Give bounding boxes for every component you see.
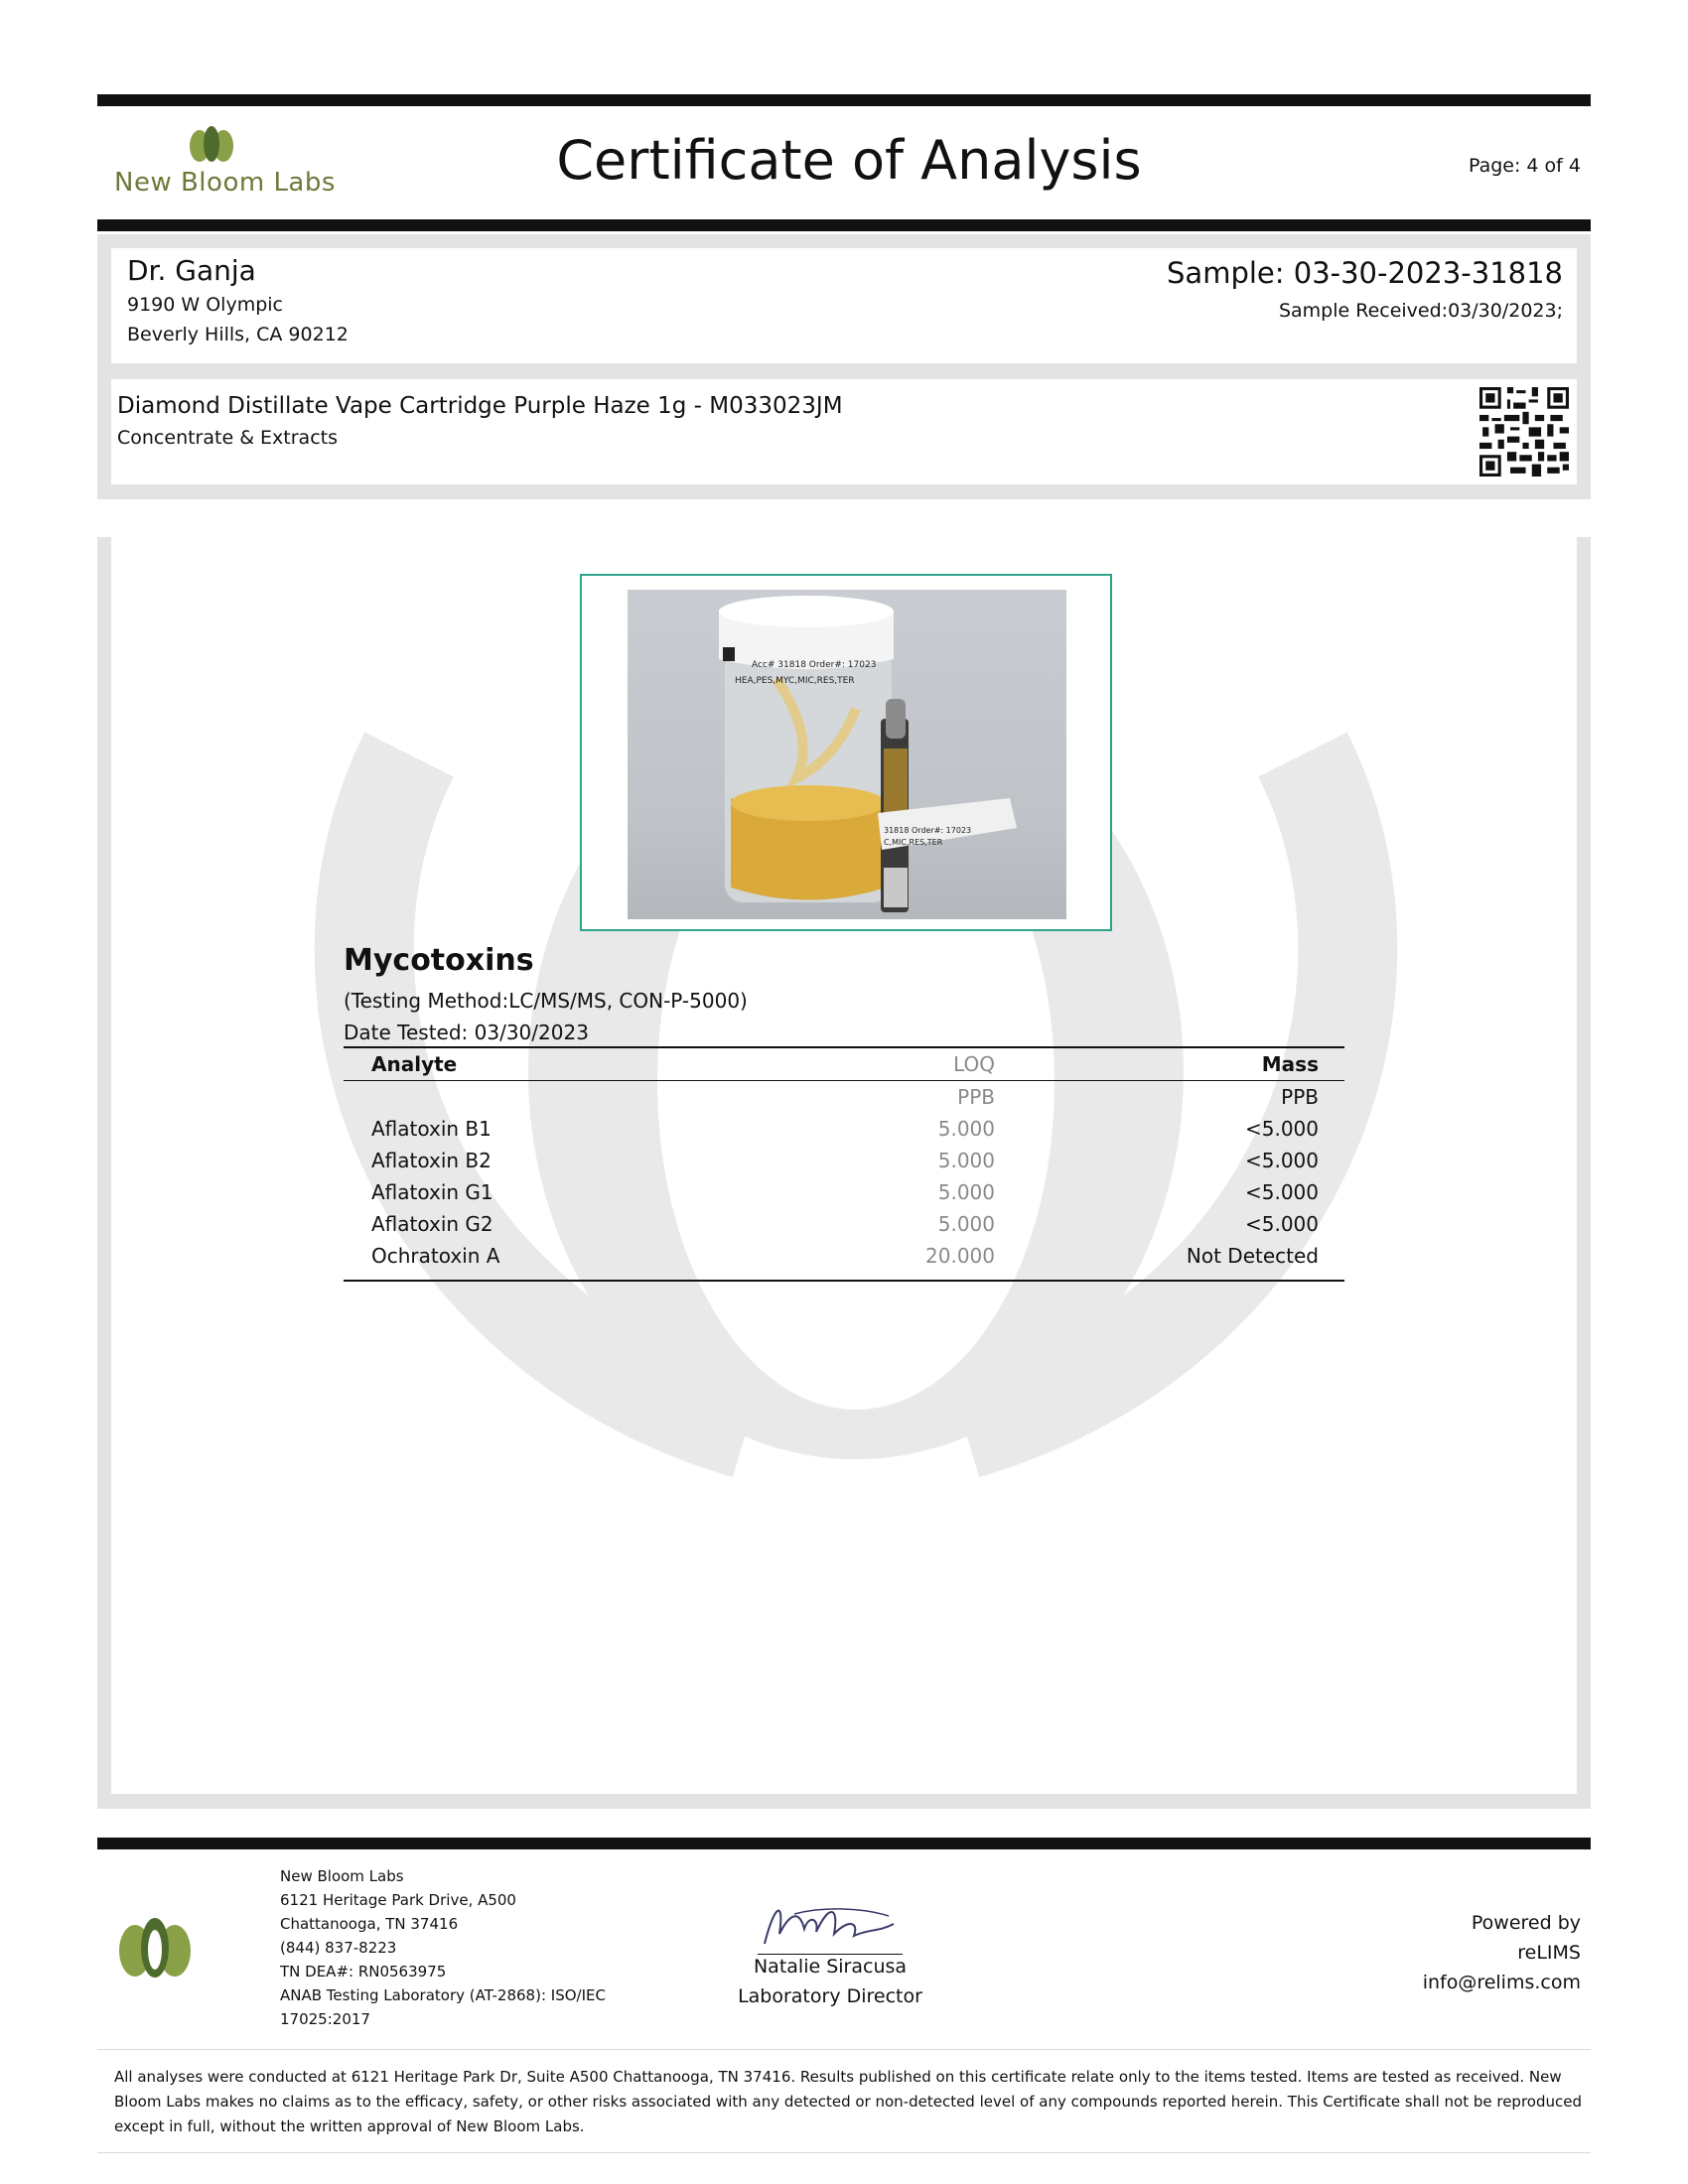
- page-number: Page: 4 of 4: [1468, 155, 1581, 177]
- section-title: Mycotoxins: [344, 943, 534, 978]
- row-mass: <5.000: [1244, 1180, 1319, 1204]
- lid-label-2: HEA,PES,MYC,MIC,RES,TER: [735, 676, 855, 686]
- table-header-row: [344, 1048, 1344, 1080]
- table-row: [344, 1240, 1344, 1272]
- lab-anab2: 17025:2017: [280, 2010, 370, 2028]
- table-bottom-rule: [344, 1280, 1344, 1282]
- row-loq: 20.000: [925, 1244, 995, 1268]
- client-name: Dr. Ganja: [127, 254, 256, 287]
- lab-dea: TN DEA#: RN0563975: [280, 1963, 447, 1980]
- table-row: [344, 1208, 1344, 1240]
- row-mass: <5.000: [1244, 1117, 1319, 1141]
- lid-label-1: Acc# 31818 Order#: 17023: [752, 660, 877, 670]
- powered-by-email[interactable]: info@relims.com: [1422, 1972, 1581, 1993]
- tag-label-1: 31818 Order#: 17023: [884, 826, 972, 835]
- footer-top-bar: [97, 1838, 1591, 1849]
- powered-by-brand: reLIMS: [1517, 1942, 1581, 1964]
- table-row: [344, 1176, 1344, 1208]
- tag-label-2: C,MIC,RES,TER: [884, 838, 943, 847]
- powered-by: [1423, 1908, 1581, 1997]
- lab-logo-text: New Bloom Labs: [114, 168, 336, 198]
- signature-icon: [755, 1894, 904, 1954]
- disclaimer-line2: Bloom Labs makes no claims as to the efficacy, safety, or other risks associated with any detected or non-detected level of any compounds reported herein. This Certificate shall not be reproduced: [114, 2093, 1582, 2111]
- row-loq: 5.000: [937, 1117, 995, 1141]
- row-analyte: Aflatoxin G1: [371, 1180, 493, 1204]
- lab-info: [280, 1864, 606, 2031]
- row-mass: <5.000: [1244, 1149, 1319, 1172]
- footer-bottom-divider: [97, 2152, 1591, 2153]
- lab-logo: [114, 124, 336, 204]
- header-analyte: Analyte: [371, 1052, 458, 1076]
- table-units-row: [344, 1081, 1344, 1113]
- lab-address1: 6121 Heritage Park Drive, A500: [280, 1891, 516, 1909]
- table-row: [344, 1113, 1344, 1145]
- footer-divider: [97, 2049, 1591, 2050]
- header-top-bar: [97, 94, 1591, 106]
- sample-id: Sample: 03-30-2023-31818: [1167, 256, 1563, 290]
- row-loq: 5.000: [937, 1149, 995, 1172]
- row-loq: 5.000: [937, 1180, 995, 1204]
- powered-by-label: Powered by: [1471, 1912, 1581, 1934]
- lab-name: New Bloom Labs: [280, 1867, 404, 1885]
- client-address2: Beverly Hills, CA 90212: [127, 324, 349, 345]
- sample-photo: [628, 590, 1066, 919]
- disclaimer-line1: All analyses were conducted at 6121 Heritage Park Dr, Suite A500 Chattanooga, TN 37416. Results published on this certificate relate only to the items tested. Items are tested as received. New: [114, 2068, 1562, 2086]
- signer-title: Laboratory Director: [738, 1985, 922, 2007]
- product-category: Concentrate & Extracts: [117, 427, 338, 449]
- qr-code-icon[interactable]: [1479, 387, 1569, 477]
- row-analyte: Aflatoxin B2: [371, 1149, 492, 1172]
- signer-name: Natalie Siracusa: [753, 1956, 908, 1978]
- lab-phone: (844) 837-8223: [280, 1939, 397, 1957]
- lab-address2: Chattanooga, TN 37416: [280, 1915, 459, 1933]
- header-mass: Mass: [1261, 1052, 1319, 1076]
- header-bottom-bar: [97, 219, 1591, 231]
- product-name: Diamond Distillate Vape Cartridge Purple Haze 1g - M033023JM: [117, 393, 843, 419]
- row-analyte: Aflatoxin B1: [371, 1117, 492, 1141]
- unit-loq: PPB: [957, 1085, 995, 1109]
- date-tested: Date Tested: 03/30/2023: [344, 1021, 589, 1044]
- row-mass: Not Detected: [1186, 1244, 1319, 1268]
- row-analyte: Ochratoxin A: [371, 1244, 500, 1268]
- page-title: Certificate of Analysis: [556, 129, 1142, 192]
- row-loq: 5.000: [937, 1212, 995, 1236]
- row-mass: <5.000: [1244, 1212, 1319, 1236]
- signature-line: [758, 1954, 903, 1955]
- lab-logo-icon: [182, 124, 241, 168]
- footer-logo-icon: [113, 1916, 197, 1981]
- unit-mass: PPB: [1281, 1085, 1319, 1109]
- client-address1: 9190 W Olympic: [127, 294, 283, 316]
- testing-method: (Testing Method:LC/MS/MS, CON-P-5000): [344, 989, 748, 1013]
- header-loq: LOQ: [953, 1052, 995, 1076]
- row-analyte: Aflatoxin G2: [371, 1212, 493, 1236]
- sample-jar-icon: [628, 590, 1066, 919]
- disclaimer-line3: except in full, without the written approval of New Bloom Labs.: [114, 2117, 585, 2135]
- disclaimer: [114, 2065, 1584, 2139]
- sample-received: Sample Received:03/30/2023;: [1278, 300, 1563, 322]
- table-row: [344, 1145, 1344, 1176]
- lab-anab1: ANAB Testing Laboratory (AT-2868): ISO/IEC: [280, 1986, 606, 2004]
